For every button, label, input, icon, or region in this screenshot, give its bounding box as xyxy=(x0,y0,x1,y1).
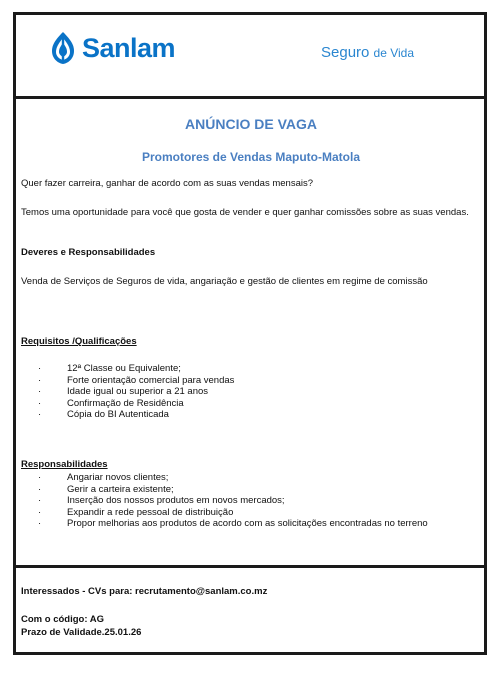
list-item: · Expandir a rede pessoal de distribuição xyxy=(38,506,234,518)
sanlam-shield-icon xyxy=(50,31,76,65)
list-item: · Gerir a carteira existente; xyxy=(38,483,174,495)
list-item: · 12ª Classe ou Equivalente; xyxy=(38,363,181,374)
duties-heading: Deveres e Responsabilidades xyxy=(21,247,156,258)
list-item: · Confirmação de Residência xyxy=(38,397,184,409)
footer-divider xyxy=(13,565,487,568)
sanlam-logo xyxy=(50,30,175,66)
bullet: · xyxy=(38,374,42,386)
bullet: · xyxy=(38,386,42,397)
tagline-main: Seguro xyxy=(321,44,370,61)
bullet: · xyxy=(38,472,42,483)
list-item: · Inserção dos nossos produtos em novos mercados; xyxy=(38,495,285,506)
list-item: · Idade igual ou superior a 21 anos xyxy=(38,386,209,397)
contact-line: Interessados - CVs para: recrutamento@sanlam.co.mz xyxy=(21,586,268,597)
header-divider xyxy=(13,96,487,99)
list-item: · Propor melhorias aos produtos de acordo com as solicitações encontradas no terreno xyxy=(38,518,428,529)
bullet: · xyxy=(38,397,42,409)
responsibilities-list xyxy=(38,472,428,530)
bullet: · xyxy=(38,363,42,374)
requirements-heading: Requisitos /Qualificações xyxy=(21,336,137,347)
tagline xyxy=(321,44,414,61)
bullet: · xyxy=(38,518,42,529)
bullet: · xyxy=(38,483,42,495)
ad-subtitle: Promotores de Vendas Maputo-Matola xyxy=(141,150,361,164)
code-line: Com o código: AG xyxy=(21,614,105,625)
bullet: · xyxy=(38,495,42,506)
validity-line: Prazo de Validade.25.01.26 xyxy=(21,627,142,638)
document-frame xyxy=(13,12,487,655)
list-item: · Forte orientação comercial para vendas xyxy=(38,374,235,386)
responsibilities-heading: Responsabilidades xyxy=(21,459,108,470)
logo-wordmark: Sanlam xyxy=(82,32,176,63)
intro-offer: Temos uma oportunidade para você que gosta de vender e quer ganhar comissões sobre as suas vendas. xyxy=(21,207,469,218)
bullet: · xyxy=(38,409,42,420)
requirements-list xyxy=(38,363,234,421)
list-item: · Cópia do BI Autenticada xyxy=(38,409,169,420)
list-item: · Angariar novos clientes; xyxy=(38,472,169,483)
ad-title: ANÚNCIO DE VAGA xyxy=(185,116,317,132)
duties-text: Venda de Serviços de Seguros de vida, angariação e gestão de clientes em regime de comissão xyxy=(21,276,428,287)
bullet: · xyxy=(38,506,42,518)
tagline-small: de Vida xyxy=(373,46,415,60)
intro-question: Quer fazer carreira, ganhar de acordo com as suas vendas mensais? xyxy=(21,178,314,189)
